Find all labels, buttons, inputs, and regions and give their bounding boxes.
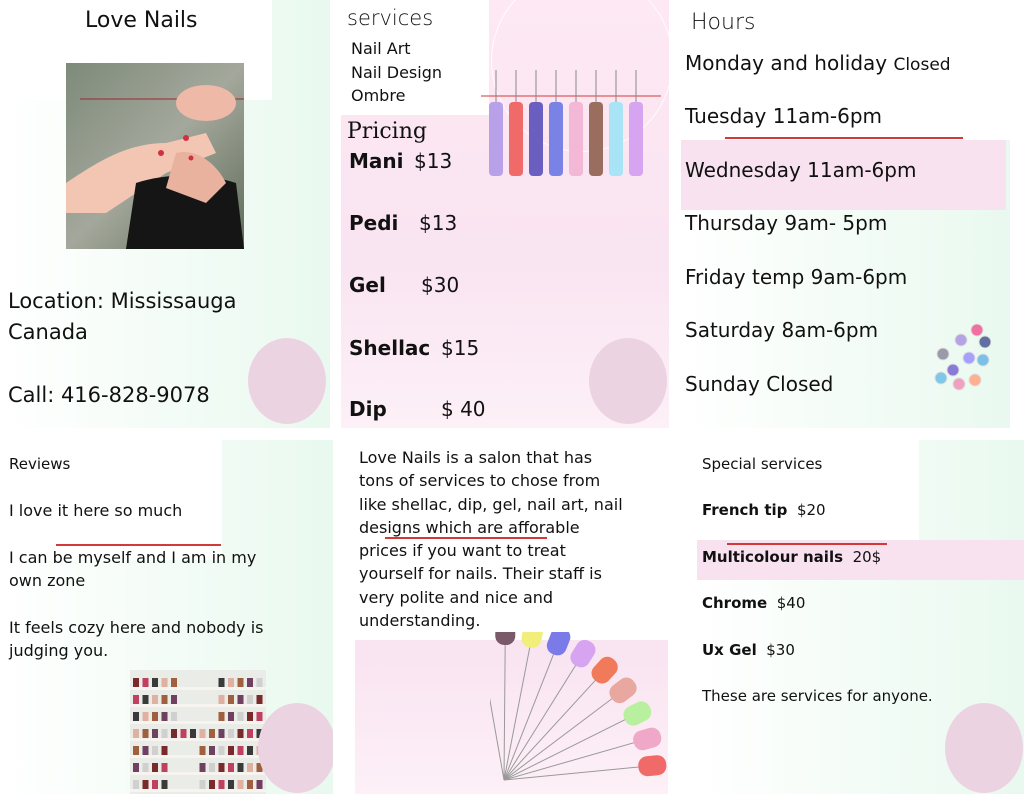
polish-bottle: [171, 678, 177, 687]
polish-bottle: [171, 695, 177, 704]
polish-bottle: [200, 780, 206, 789]
decor-circle: [589, 338, 667, 424]
decor-circle: [248, 338, 326, 424]
price-mani-value: $13: [414, 149, 453, 173]
polish-dot: [935, 372, 947, 384]
swatch: [529, 102, 543, 176]
about-line: very polite and nice and: [359, 587, 554, 607]
polish-bottle: [247, 729, 253, 738]
pricing-heading: Pricing: [347, 119, 427, 144]
shelf: [130, 755, 266, 758]
price-shellac-value: $15: [441, 336, 480, 360]
special-item-price: $20: [796, 501, 826, 519]
decor-circle: [258, 703, 333, 793]
polish-dot: [947, 364, 959, 376]
polish-bottle: [247, 780, 253, 789]
polish-bottle: [200, 729, 206, 738]
hours-row: [685, 104, 882, 128]
swatch: [609, 102, 623, 176]
hours-row: [685, 211, 887, 235]
polish-bottle: [143, 678, 149, 687]
special-item-name: Multicolour nails: [702, 548, 844, 566]
special-item: [702, 548, 881, 566]
fan-stick: [504, 669, 605, 780]
polish-bottle: [219, 695, 225, 704]
polish-bottle: [247, 746, 253, 755]
polish-bottle: [152, 678, 158, 687]
polish-bottle: [209, 729, 215, 738]
salon-title: Love Nails: [85, 8, 198, 33]
polish-bottle: [228, 678, 234, 687]
fan-swatches-icon: [490, 632, 668, 792]
price-gel-value: $30: [421, 273, 460, 297]
polish-bottle: [162, 746, 168, 755]
polish-dots-icon: [931, 320, 991, 400]
intro-panel: [0, 0, 330, 428]
special-item-name: Ux Gel: [702, 641, 757, 659]
fan-swatch: [504, 632, 573, 780]
polish-bottle: [152, 695, 158, 704]
hours-row: [685, 372, 833, 396]
polish-bottle: [209, 763, 215, 772]
hours-time: Closed: [766, 372, 834, 396]
polish-bottle: [247, 763, 253, 772]
polish-shelves-photo: [130, 670, 266, 794]
fan-swatch: [504, 754, 667, 780]
polish-bottle: [190, 729, 196, 738]
polish-bottle: [200, 763, 206, 772]
decor-circle: [945, 703, 1023, 793]
services-heading: services: [347, 6, 434, 30]
polish-bottle: [152, 746, 158, 755]
polish-bottle: [162, 780, 168, 789]
fan-swatch: [504, 725, 663, 780]
polish-bottle: [143, 712, 149, 721]
fan-tip: [631, 725, 663, 752]
review-text: It feels cozy here and nobody is: [9, 618, 264, 637]
shelf: [130, 687, 266, 690]
review-text: I love it here so much: [9, 501, 183, 520]
polish-bottle: [152, 780, 158, 789]
polish-bottle: [228, 695, 234, 704]
polish-bottle: [152, 712, 158, 721]
polish-bottle: [257, 780, 263, 789]
polish-bottle: [143, 780, 149, 789]
polish-dot: [953, 378, 965, 390]
underline: [385, 537, 547, 539]
shelf: [130, 789, 266, 792]
polish-dot: [971, 324, 983, 336]
about-line: yourself for nails. Their staff is: [359, 564, 602, 584]
polish-bottle: [209, 780, 215, 789]
polish-bottle: [219, 712, 225, 721]
special-item-price: $40: [776, 594, 806, 612]
price-dip-value: $ 40: [441, 397, 486, 421]
polish-bottle: [238, 712, 244, 721]
hours-day: Friday temp: [685, 265, 805, 289]
polish-bottle: [162, 678, 168, 687]
polish-bottle: [228, 712, 234, 721]
fan-stick: [504, 713, 638, 780]
hours-panel: [681, 0, 1010, 428]
polish-bottle: [247, 695, 253, 704]
hours-row: [685, 158, 916, 182]
fan-tip: [620, 698, 654, 728]
price-pedi-name: Pedi: [349, 211, 399, 235]
polish-bottle: [143, 763, 149, 772]
services-panel: [341, 0, 669, 428]
fan-tip: [520, 632, 545, 649]
swatch: [489, 102, 503, 176]
hanging-swatches-icon: [481, 66, 661, 182]
underline: [727, 543, 887, 545]
polish-bottle: [133, 712, 139, 721]
fan-swatch: [504, 653, 621, 780]
reviews-panel: [0, 440, 333, 794]
polish-bottle: [133, 746, 139, 755]
hours-time: 9am-6pm: [810, 265, 908, 289]
special-item: [702, 641, 795, 659]
fan-tip: [495, 632, 515, 645]
hours-day: Thursday: [685, 211, 778, 235]
fan-stick: [490, 632, 504, 780]
about-line: Love Nails is a salon that has: [359, 448, 593, 467]
hours-row: [685, 265, 907, 289]
polish-bottle: [228, 780, 234, 789]
polish-bottle: [219, 763, 225, 772]
hours-time: Closed: [893, 55, 951, 75]
swatch: [549, 102, 563, 176]
fan-tip: [588, 653, 622, 687]
service-item-nail-design: Nail Design: [351, 63, 442, 82]
polish-bottle: [162, 729, 168, 738]
polish-bottle: [238, 695, 244, 704]
phone-text[interactable]: Call: 416-828-9078: [8, 383, 210, 407]
polish-bottle: [209, 746, 215, 755]
about-line: prices if you want to treat: [359, 541, 566, 561]
polish-dot: [937, 348, 949, 360]
polish-bottle: [143, 729, 149, 738]
polish-bottle: [238, 678, 244, 687]
reviews-heading: Reviews: [9, 455, 71, 473]
price-mani-name: Mani: [349, 149, 404, 173]
swatch: [569, 102, 583, 176]
polish-dot: [977, 354, 989, 366]
polish-bottle: [247, 678, 253, 687]
polish-bottle: [228, 729, 234, 738]
polish-bottle: [143, 695, 149, 704]
special-item-name: Chrome: [702, 594, 768, 612]
hours-day: Saturday: [685, 318, 776, 342]
review-text: judging you.: [9, 641, 109, 660]
hours-row: [685, 51, 951, 75]
hours-time: 9am- 5pm: [784, 211, 888, 235]
special-heading: Special services: [702, 455, 823, 473]
shelf: [130, 721, 266, 724]
polish-bottle: [219, 678, 225, 687]
polish-bottle: [238, 780, 244, 789]
service-item-nail-art: Nail Art: [351, 39, 411, 58]
polish-bottle: [247, 712, 253, 721]
special-panel: [697, 440, 1024, 794]
swatch: [509, 102, 523, 176]
polish-bottle: [162, 763, 168, 772]
polish-bottle: [133, 780, 139, 789]
polish-bottle: [228, 763, 234, 772]
review-text: own zone: [9, 571, 86, 590]
polish-dot: [979, 336, 991, 348]
polish-bottle: [238, 729, 244, 738]
fan-swatch: [490, 632, 504, 780]
polish-bottle: [219, 746, 225, 755]
polish-bottle: [238, 763, 244, 772]
fan-tip: [544, 632, 573, 658]
polish-bottle: [133, 695, 139, 704]
fan-stick: [504, 632, 505, 780]
price-pedi-value: $13: [419, 211, 458, 235]
hours-time: 11am-6pm: [772, 104, 883, 128]
polish-bottle: [181, 729, 187, 738]
about-line: understanding.: [359, 611, 481, 631]
hours-time: 11am-6pm: [807, 158, 917, 182]
about-line: tons of services to chose from: [359, 471, 601, 491]
special-item-price: $30: [766, 641, 795, 659]
polish-dot: [955, 334, 967, 346]
fan-stick: [504, 766, 653, 780]
polish-bottle: [133, 729, 139, 738]
polish-bottle: [133, 763, 139, 772]
about-text: [359, 446, 623, 632]
price-shellac-name: Shellac: [349, 336, 431, 360]
polish-bottle: [228, 746, 234, 755]
polish-bottle: [162, 712, 168, 721]
polish-bottle: [171, 712, 177, 721]
service-item-ombre: Ombre: [351, 86, 406, 105]
price-dip-name: Dip: [349, 397, 387, 421]
special-item: [702, 594, 805, 612]
fan-tip: [637, 754, 667, 777]
about-line: designs which are afforable: [359, 517, 580, 537]
price-gel-name: Gel: [349, 273, 386, 297]
nail-photo: [66, 63, 244, 249]
shelf: [130, 772, 266, 775]
underline: [56, 544, 221, 546]
polish-bottle: [152, 763, 158, 772]
polish-bottle: [171, 729, 177, 738]
special-item-price: 20$: [852, 548, 882, 566]
polish-bottle: [143, 746, 149, 755]
underline: [725, 137, 963, 139]
polish-bottle: [162, 695, 168, 704]
polish-bottle: [219, 729, 225, 738]
swatch: [629, 102, 643, 176]
hours-day: Monday and holiday: [685, 51, 888, 75]
shelf: [130, 738, 266, 741]
special-item-name: French tip: [702, 501, 788, 519]
polish-bottle: [257, 678, 263, 687]
polish-dot: [963, 352, 975, 364]
hours-time: 8am-6pm: [781, 318, 879, 342]
hours-row: [685, 318, 878, 342]
polish-bottle: [152, 729, 158, 738]
polish-dot: [969, 374, 981, 386]
location-text: Location: Mississauga: [8, 289, 237, 313]
fan-tip: [567, 636, 599, 670]
hours-day: Tuesday: [685, 104, 767, 128]
special-footer: These are services for anyone.: [702, 687, 933, 705]
fan-tip: [606, 674, 640, 707]
hours-day: Sunday: [685, 372, 760, 396]
polish-bottle: [133, 678, 139, 687]
country-text: Canada: [8, 320, 88, 344]
review-text: I can be myself and I am in my: [9, 548, 257, 567]
shelf: [130, 704, 266, 707]
about-panel: [355, 440, 668, 794]
about-line: like shellac, dip, gel, nail art, nail: [359, 494, 623, 514]
polish-bottle: [257, 695, 263, 704]
swatch: [589, 102, 603, 176]
polish-bottle: [219, 780, 225, 789]
hours-day: Wednesday: [685, 158, 801, 182]
polish-bottle: [238, 746, 244, 755]
polish-bottle: [200, 746, 206, 755]
special-item: [702, 501, 826, 519]
polish-bottle: [257, 712, 263, 721]
hours-heading: Hours: [691, 10, 756, 35]
